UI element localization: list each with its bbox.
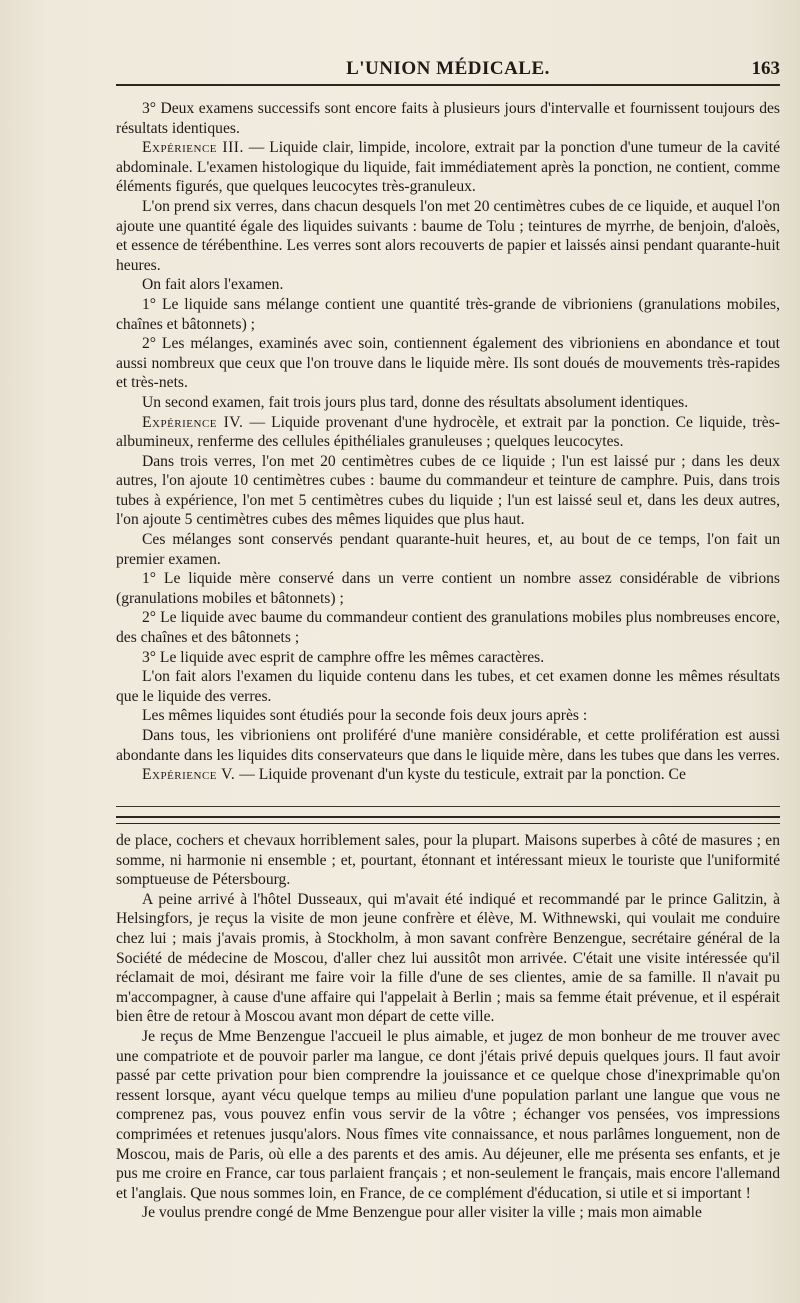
paragraph: Je reçus de Mme Benzengue l'accueil le plus aimable, et jugez de mon bonheur de me trouver avec une compatriote et de pouvoir parler ma langue, ce dont j'étais privé depuis quelques jours. Il faut avoir passé par cette privation pour bien comprendre la jouissance et ce quelque chose d'inexprimable qu'on ressent lorsque, ayant vécu quelque temps au milieu d'une population parlant une langue que vous ne comprenez pas, vous pouvez enfin vous servir de la vôtre ; échanger vos pensées, vos impressions comprimées et retenues jusqu'alors. Nous fîmes vite connaissance, et nous parlâmes longuement, non de Moscou, mais de Paris, où elle a des parents et des amis. Au déjeuner, elle me présenta ses enfants, et je pus me croire en France, car tous parlaient français ; et non-seulement le français, mais encore l'allemand et l'anglais. Que nous sommes loin, en France, de ce complément d'éducation, si utile et si important !	[116, 1027, 780, 1202]
experience-label: Expérience V.	[142, 766, 236, 784]
experience-text: — Liquide clair, limpide, incolore, extrait par la ponction d'une tumeur de la cavité abdominale. L'examen histologique du liquide, fait immédiatement après la ponction, ne contient, comme éléments figurés, que quelques leucocytes très-granuleux.	[116, 139, 781, 196]
page-number: 163	[751, 58, 780, 79]
paragraph: 3° Deux examens successifs sont encore faits à plusieurs jours d'intervalle et fournissent toujours des résultats identiques.	[116, 100, 780, 137]
paragraph: L'on prend six verres, dans chacun desquels l'on met 20 centimètres cubes de ce liquide, et auquel l'on ajoute une quantité égale des liquides suivants : baume de Tolu ; teintures de myrrhe, de benjoin, d'aloès, et essence de térébenthine. Les verres sont alors recouverts de papier et laissés ainsi pendant quarante-huit heures.	[116, 197, 780, 274]
running-title: L'UNION MÉDICALE.	[346, 58, 550, 79]
paragraph-experience-5	[116, 765, 780, 785]
paragraph: Dans trois verres, l'on met 20 centimètres cubes de ce liquide ; l'un est laissé pur ; dans les deux autres, l'on ajoute 10 centimètres cubes : baume du commandeur et teinture de camphre. Puis, dans trois tubes à expérience, l'on met 5 centimètres cubes du liquide ; l'un est laissé seul et, dans les deux autres, l'on ajoute 5 centimètres cubes des mêmes liquides que plus haut.	[116, 452, 780, 529]
paragraph: Les mêmes liquides sont étudiés pour la seconde fois deux jours après :	[142, 707, 588, 725]
paragraph-experience-3	[116, 138, 780, 197]
paragraph: On fait alors l'examen.	[142, 276, 284, 294]
paragraph: Je voulus prendre congé de Mme Benzengue pour aller visiter la ville ; mais mon aimable	[142, 1204, 702, 1222]
paragraph: 1° Le liquide sans mélange contient une quantité très-grande de vibrioniens (granulations mobiles, chaînes et bâtonnets) ;	[116, 295, 780, 333]
paragraph: de place, cochers et chevaux horriblement sales, pour la plupart. Maisons superbes à côté de masures ; en somme, ni harmonie ni ensemble ; et, pourtant, étonnant et intéressant mieux le touriste que l'uniformité somptueuse de Pétersbourg.	[116, 832, 780, 889]
experience-text: — Liquide provenant d'un kyste du testicule, extrait par la ponction. Ce	[235, 766, 686, 784]
paragraph: 2° Le liquide avec baume du commandeur contient des granulations mobiles plus nombreuses encore, des chaînes et des bâtonnets ;	[116, 609, 780, 647]
upper-article	[116, 99, 780, 785]
paragraph: Un second examen, fait trois jours plus tard, donne des résultats absolument identiques.	[142, 393, 689, 411]
paragraph: A peine arrivé à l'hôtel Dusseaux, qui m'avait été indiqué et recommandé par le prince Galitzin, à Helsingfors, je reçus la visite de mon jeune confrère et élève, M. Withnewski, qui voulait me conduire chez lui ; mais j'avais promis, à Stockholm, à mon savant confrère Benzengue, secrétaire général de la Société de médecine de Moscou, d'aller chez lui aussitôt mon arrivée. C'était une visite intéressée qu'il réclamait de moi, désirant me faire voir la fille d'une de ses clientes, amie de sa famille. Il n'avait pu m'accompagner, à cause d'une affaire qui l'appelait à Berlin ; mais sa femme était prévenue, et il espérait bien être de retour à Moscou avant mon départ de cette ville.	[116, 890, 780, 1026]
paragraph: 1° Le liquide mère conservé dans un verre contient un nombre assez considérable de vibrions (granulations mobiles et bâtonnets) ;	[116, 570, 780, 607]
experience-label: Expérience IV.	[142, 413, 244, 431]
paragraph: Dans tous, les vibrioniens ont proliféré d'une manière considérable, et cette prolifération est aussi abondante dans les liquides dits conservateurs que dans le liquide mère, dans les tubes que dans les verres.	[116, 727, 780, 764]
feuilleton	[116, 831, 780, 1223]
experience-text: — Liquide provenant d'une hydrocèle, et extrait par la ponction. Ce liquide, très-albumineux, renferme des cellules épithéliales granuleuses ; quelques leucocytes.	[116, 413, 780, 451]
paragraph: 2° Les mélanges, examinés avec soin, contiennent également des vibrioniens en abondance et tout aussi nombreux que ceux que l'on trouve dans le liquide mère. Ils sont doués de mouvements très-rapides et très-nets.	[116, 335, 780, 392]
paragraph: 3° Le liquide avec esprit de camphre offre les mêmes caractères.	[142, 648, 545, 666]
paragraph: L'on fait alors l'examen du liquide contenu dans les tubes, et cet examen donne les mêmes résultats que le liquide des verres.	[116, 668, 780, 705]
column-end-rule	[116, 806, 780, 807]
feuilleton-separator	[116, 816, 780, 824]
experience-label: Expérience III.	[142, 139, 244, 157]
paragraph: Ces mélanges sont conservés pendant quarante-huit heures, et, au bout de ce temps, l'on fait un premier examen.	[116, 531, 780, 568]
paragraph-experience-4	[116, 413, 780, 452]
page-header	[116, 52, 780, 82]
header-rule	[116, 84, 780, 86]
